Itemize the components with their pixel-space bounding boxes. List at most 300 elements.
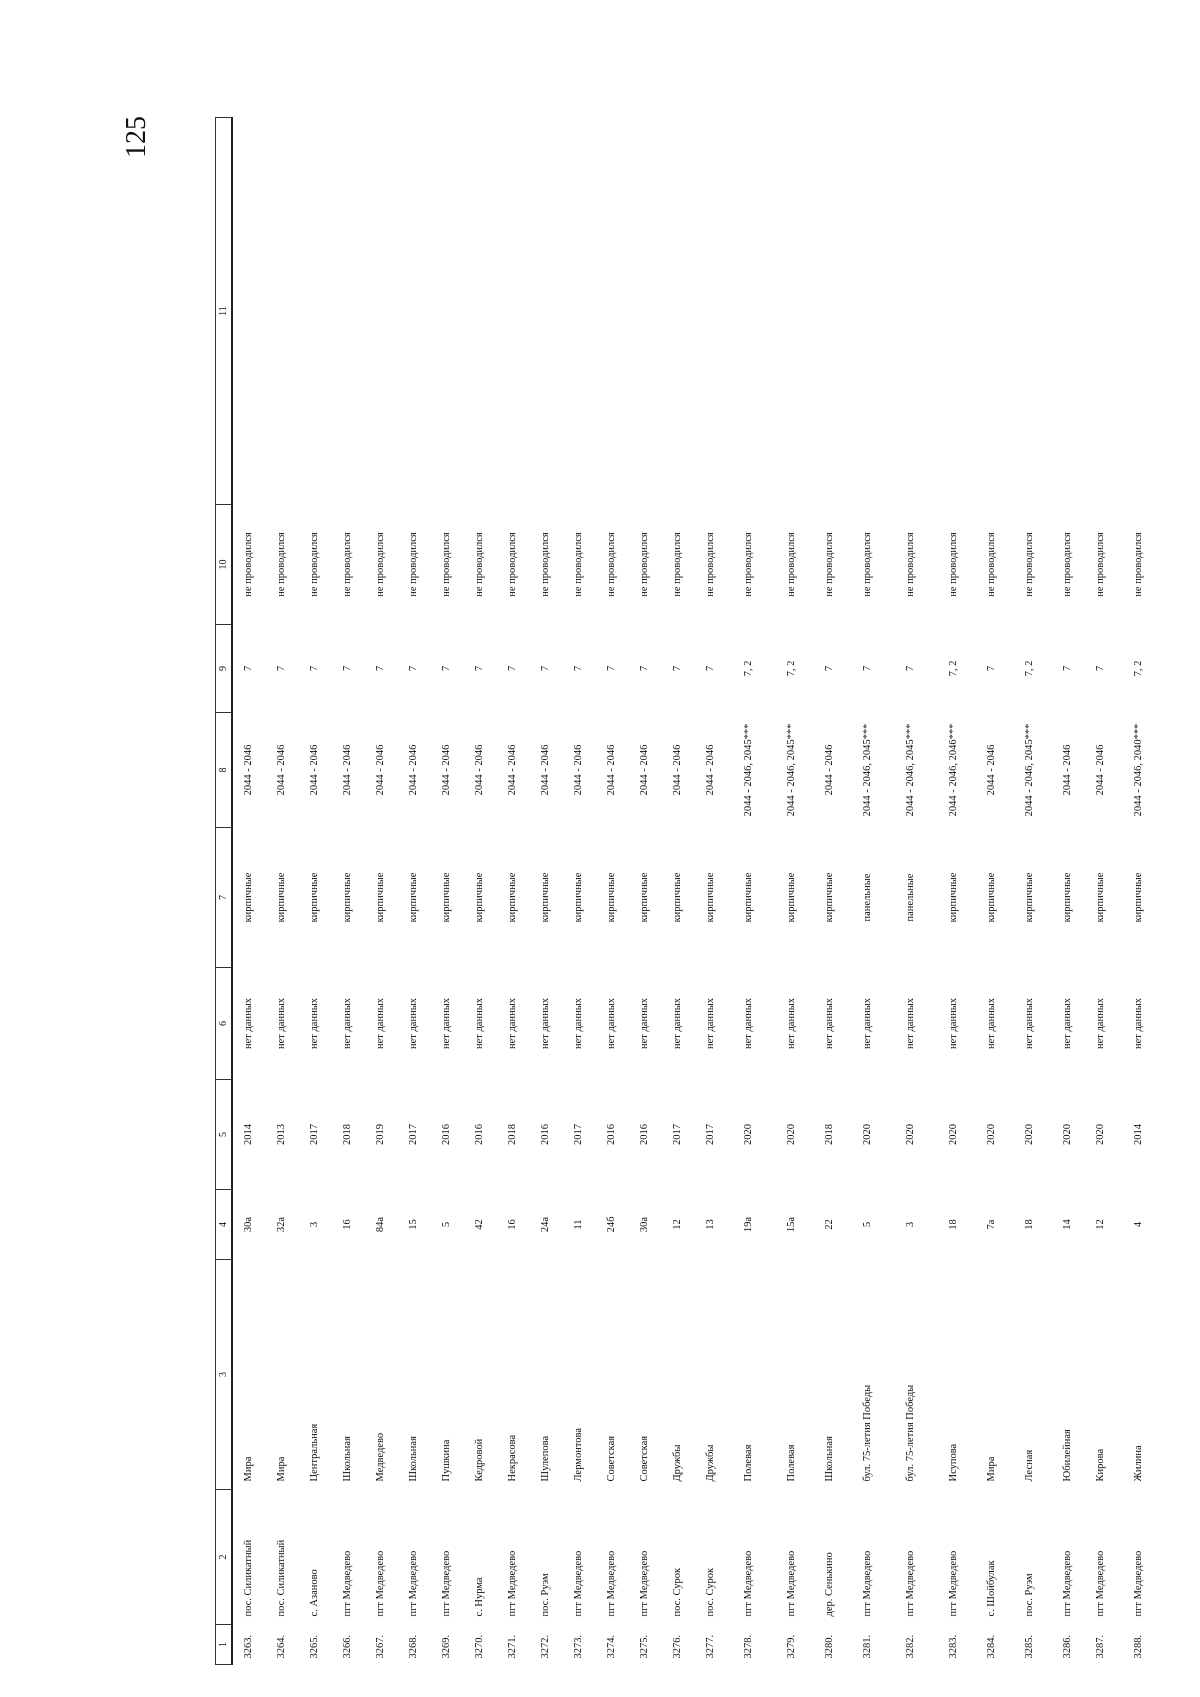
wall-material-cell: кирпичные — [243, 872, 255, 923]
street-cell: Советская — [639, 1435, 651, 1482]
planned-repair-period-cell: 2044 - 2046, 2040*** — [1133, 723, 1145, 817]
wall-material-cell: кирпичные — [824, 872, 836, 923]
street-cell: Пушкина — [441, 1439, 453, 1482]
settlement-cell: пос. Руэм — [1024, 1573, 1036, 1617]
wall-material-info-cell: нет данных — [986, 997, 998, 1050]
wall-material-info-cell: нет данных — [507, 997, 519, 1050]
inspection-status-cell: не проводился — [507, 532, 519, 597]
note-cell — [890, 118, 933, 505]
work-type-cell: 7 — [824, 665, 836, 672]
inspection-status-cell: не проводился — [276, 532, 288, 597]
work-type-cell: 7 — [243, 665, 255, 672]
street-cell: Шулепова — [540, 1435, 552, 1482]
wall-material-info-cell: нет данных — [824, 997, 836, 1050]
house-number-cell: 84а — [375, 1216, 387, 1233]
settlement-cell: с. Азаново — [309, 1569, 321, 1617]
settlement-cell: пгт Медведево — [375, 1550, 387, 1617]
note-cell — [365, 118, 398, 505]
note-cell — [464, 118, 497, 505]
column-header: 1 — [216, 1625, 233, 1665]
house-number-cell: 7а — [986, 1219, 998, 1230]
year-built-cell: 2020 — [862, 1124, 874, 1145]
work-type-cell: 7, 2 — [743, 660, 755, 677]
table-row — [497, 118, 530, 1665]
house-number-cell: 5 — [862, 1221, 874, 1228]
table-row — [1085, 118, 1118, 1665]
wall-material-cell: кирпичные — [375, 872, 387, 923]
note-cell — [398, 118, 431, 505]
work-type-cell: 7, 2 — [786, 660, 798, 677]
year-built-cell: 2016 — [540, 1124, 552, 1145]
column-header: 7 — [216, 828, 233, 968]
wall-material-cell: кирпичные — [507, 872, 519, 923]
planned-repair-period-cell: 2044 - 2046 — [375, 744, 387, 796]
work-type-cell: 7 — [375, 665, 387, 672]
row-number-cell: 3275. — [639, 1634, 651, 1659]
settlement-cell: пгт Медведево — [948, 1550, 960, 1617]
year-built-cell: 2020 — [1024, 1124, 1036, 1145]
work-type-cell: 7 — [606, 665, 618, 672]
year-built-cell: 2017 — [705, 1124, 717, 1145]
settlement-cell: пгт Медведево — [1133, 1550, 1145, 1617]
note-cell — [847, 118, 890, 505]
planned-repair-period-cell: 2044 - 2046, 2046*** — [948, 723, 960, 817]
row-number-cell: 3268. — [408, 1634, 420, 1659]
table-row — [976, 118, 1009, 1665]
settlement-cell: пгт Медведево — [342, 1550, 354, 1617]
row-number-cell: 3285. — [1024, 1634, 1036, 1659]
note-cell — [266, 118, 299, 505]
note-cell — [299, 118, 332, 505]
wall-material-cell: кирпичные — [408, 872, 420, 923]
table-row — [1052, 118, 1085, 1665]
wall-material-info-cell: нет данных — [573, 997, 585, 1050]
work-type-cell: 7, 2 — [1133, 660, 1145, 677]
row-number-cell: 3278. — [743, 1634, 755, 1659]
inspection-status-cell: не проводился — [441, 532, 453, 597]
wall-material-cell: кирпичные — [1133, 872, 1145, 923]
column-header: 6 — [216, 968, 233, 1080]
register-table — [215, 117, 1161, 1665]
inspection-status-cell: не проводился — [1062, 532, 1074, 597]
settlement-cell: пос. Руэм — [540, 1573, 552, 1617]
wall-material-cell: кирпичные — [639, 872, 651, 923]
wall-material-info-cell: нет данных — [441, 997, 453, 1050]
year-built-cell: 2019 — [375, 1124, 387, 1145]
inspection-status-cell: не проводился — [342, 532, 354, 597]
wall-material-cell: кирпичные — [1024, 872, 1036, 923]
work-type-cell: 7 — [342, 665, 354, 672]
column-header: 5 — [216, 1080, 233, 1190]
planned-repair-period-cell: 2044 - 2046 — [705, 744, 717, 796]
work-type-cell: 7 — [540, 665, 552, 672]
settlement-cell: пгт Медведево — [1062, 1550, 1074, 1617]
house-number-cell: 15 — [408, 1219, 420, 1230]
wall-material-info-cell: нет данных — [375, 997, 387, 1050]
inspection-status-cell: не проводился — [573, 532, 585, 597]
header-row — [216, 118, 233, 1665]
house-number-cell: 24б — [606, 1216, 618, 1233]
year-built-cell: 2016 — [606, 1124, 618, 1145]
row-number-cell: 3264. — [276, 1634, 288, 1659]
wall-material-info-cell: нет данных — [905, 997, 917, 1050]
row-number-cell: 3283. — [948, 1634, 960, 1659]
house-number-cell: 4 — [1133, 1221, 1145, 1228]
year-built-cell: 2013 — [276, 1124, 288, 1145]
street-cell: Медведево — [375, 1432, 387, 1482]
table-row — [629, 118, 662, 1665]
planned-repair-period-cell: 2044 - 2046 — [573, 744, 585, 796]
row-number-cell: 3266. — [342, 1634, 354, 1659]
wall-material-info-cell: нет данных — [639, 997, 651, 1050]
work-type-cell: 7 — [986, 665, 998, 672]
wall-material-info-cell: нет данных — [1133, 997, 1145, 1050]
wall-material-info-cell: нет данных — [540, 997, 552, 1050]
settlement-cell: пгт Медведево — [408, 1550, 420, 1617]
inspection-status-cell: не проводился — [824, 532, 836, 597]
wall-material-cell: кирпичные — [1095, 872, 1107, 923]
work-type-cell: 7 — [1095, 665, 1107, 672]
street-cell: Школьная — [408, 1436, 420, 1482]
planned-repair-period-cell: 2044 - 2046 — [441, 744, 453, 796]
inspection-status-cell: не проводился — [948, 532, 960, 597]
table-row — [530, 118, 563, 1665]
table-row — [266, 118, 299, 1665]
inspection-status-cell: не проводился — [1133, 532, 1145, 597]
house-number-cell: 18 — [1024, 1219, 1036, 1230]
house-number-cell: 22 — [824, 1219, 836, 1230]
settlement-cell: пгт Медведево — [507, 1550, 519, 1617]
row-number-cell: 3273. — [573, 1634, 585, 1659]
street-cell: Жилина — [1133, 1445, 1145, 1482]
row-number-cell: 3272. — [540, 1634, 552, 1659]
settlement-cell: пос. Силикатный — [243, 1539, 255, 1617]
planned-repair-period-cell: 2044 - 2046 — [474, 744, 486, 796]
wall-material-cell: кирпичные — [672, 872, 684, 923]
work-type-cell: 7 — [672, 665, 684, 672]
inspection-status-cell: не проводился — [862, 532, 874, 597]
year-built-cell: 2020 — [948, 1124, 960, 1145]
inspection-status-cell: не проводился — [672, 532, 684, 597]
work-type-cell: 7 — [639, 665, 651, 672]
note-cell — [497, 118, 530, 505]
street-cell: бул. 75-летия Победы — [905, 1384, 917, 1482]
planned-repair-period-cell: 2044 - 2046 — [672, 744, 684, 796]
wall-material-cell: кирпичные — [309, 872, 321, 923]
planned-repair-period-cell: 2044 - 2046 — [342, 744, 354, 796]
note-cell — [1009, 118, 1052, 505]
planned-repair-period-cell: 2044 - 2046, 2045*** — [905, 723, 917, 817]
street-cell: Дружбы — [705, 1444, 717, 1482]
work-type-cell: 7 — [507, 665, 519, 672]
house-number-cell: 13 — [705, 1219, 717, 1230]
year-built-cell: 2020 — [1062, 1124, 1074, 1145]
register-table-frame — [215, 118, 1145, 1665]
planned-repair-period-cell: 2044 - 2046 — [1062, 744, 1074, 796]
year-built-cell: 2016 — [441, 1124, 453, 1145]
note-cell — [814, 118, 847, 505]
row-number-cell: 3288. — [1133, 1634, 1145, 1659]
inspection-status-cell: не проводился — [786, 532, 798, 597]
inspection-status-cell: не проводился — [986, 532, 998, 597]
planned-repair-period-cell: 2044 - 2046, 2045*** — [743, 723, 755, 817]
note-cell — [728, 118, 771, 505]
work-type-cell: 7 — [573, 665, 585, 672]
street-cell: Кирова — [1095, 1448, 1107, 1482]
street-cell: Юбилейная — [1062, 1429, 1074, 1482]
street-cell: Советская — [606, 1435, 618, 1482]
planned-repair-period-cell: 2044 - 2046 — [507, 744, 519, 796]
wall-material-info-cell: нет данных — [743, 997, 755, 1050]
house-number-cell: 16 — [507, 1219, 519, 1230]
wall-material-cell: кирпичные — [786, 872, 798, 923]
row-number-cell: 3286. — [1062, 1634, 1074, 1659]
page-number: 125 — [121, 116, 152, 158]
house-number-cell: 15а — [786, 1216, 798, 1233]
settlement-cell: пгт Медведево — [573, 1550, 585, 1617]
planned-repair-period-cell: 2044 - 2046, 2045*** — [786, 723, 798, 817]
work-type-cell: 7 — [441, 665, 453, 672]
table-row — [431, 118, 464, 1665]
table-row — [563, 118, 596, 1665]
table-row — [398, 118, 431, 1665]
table-row — [464, 118, 497, 1665]
planned-repair-period-cell: 2044 - 2046 — [639, 744, 651, 796]
house-number-cell: 12 — [1095, 1219, 1107, 1230]
work-type-cell: 7 — [276, 665, 288, 672]
table-row — [365, 118, 398, 1665]
inspection-status-cell: не проводился — [1024, 532, 1036, 597]
inspection-status-cell: не проводился — [606, 532, 618, 597]
inspection-status-cell: не проводился — [243, 532, 255, 597]
row-number-cell: 3282. — [905, 1634, 917, 1659]
wall-material-cell: панельные — [905, 873, 917, 922]
row-number-cell: 3277. — [705, 1634, 717, 1659]
register-table-body — [232, 118, 1161, 1665]
wall-material-info-cell: нет данных — [276, 997, 288, 1050]
row-number-cell: 3274. — [606, 1634, 618, 1659]
row-number-cell: 3271. — [507, 1634, 519, 1659]
wall-material-info-cell: нет данных — [408, 997, 420, 1050]
street-cell: Полевая — [743, 1444, 755, 1482]
note-cell — [530, 118, 563, 505]
street-cell: Школьная — [824, 1436, 836, 1482]
settlement-cell: пгт Медведево — [441, 1550, 453, 1617]
note-cell — [431, 118, 464, 505]
note-cell — [662, 118, 695, 505]
planned-repair-period-cell: 2044 - 2046 — [606, 744, 618, 796]
wall-material-cell: кирпичные — [474, 872, 486, 923]
row-number-cell: 3265. — [309, 1634, 321, 1659]
settlement-cell: пос. Сурок — [705, 1567, 717, 1617]
inspection-status-cell: не проводился — [639, 532, 651, 597]
table-row — [814, 118, 847, 1665]
planned-repair-period-cell: 2044 - 2046 — [309, 744, 321, 796]
row-number-cell: 3279. — [786, 1634, 798, 1659]
house-number-cell: 3 — [905, 1221, 917, 1228]
street-cell: Школьная — [342, 1436, 354, 1482]
street-cell: Мира — [276, 1456, 288, 1482]
planned-repair-period-cell: 2044 - 2046 — [243, 744, 255, 796]
settlement-cell: пос. Силикатный — [276, 1539, 288, 1617]
house-number-cell: 12 — [672, 1219, 684, 1230]
work-type-cell: 7, 2 — [1024, 660, 1036, 677]
work-type-cell: 7 — [862, 665, 874, 672]
column-header: 3 — [216, 1260, 233, 1490]
table-row — [1118, 118, 1161, 1665]
note-cell — [563, 118, 596, 505]
inspection-status-cell: не проводился — [743, 532, 755, 597]
work-type-cell: 7 — [1062, 665, 1074, 672]
settlement-cell: пгт Медведево — [905, 1550, 917, 1617]
year-built-cell: 2017 — [573, 1124, 585, 1145]
note-cell — [596, 118, 629, 505]
wall-material-cell: кирпичные — [705, 872, 717, 923]
wall-material-info-cell: нет данных — [243, 997, 255, 1050]
settlement-cell: пгт Медведево — [639, 1550, 651, 1617]
wall-material-info-cell: нет данных — [342, 997, 354, 1050]
row-number-cell: 3269. — [441, 1634, 453, 1659]
year-built-cell: 2017 — [408, 1124, 420, 1145]
wall-material-info-cell: нет данных — [786, 997, 798, 1050]
planned-repair-period-cell: 2044 - 2046, 2045*** — [862, 723, 874, 817]
note-cell — [232, 118, 266, 505]
wall-material-info-cell: нет данных — [606, 997, 618, 1050]
year-built-cell: 2016 — [639, 1124, 651, 1145]
inspection-status-cell: не проводился — [375, 532, 387, 597]
note-cell — [771, 118, 814, 505]
table-row — [662, 118, 695, 1665]
house-number-cell: 32а — [276, 1216, 288, 1233]
table-row — [933, 118, 976, 1665]
settlement-cell: пгт Медведево — [862, 1550, 874, 1617]
planned-repair-period-cell: 2044 - 2046 — [408, 744, 420, 796]
inspection-status-cell: не проводился — [540, 532, 552, 597]
table-row — [299, 118, 332, 1665]
settlement-cell: дер. Сенькино — [824, 1552, 836, 1617]
row-number-cell: 3270. — [474, 1634, 486, 1659]
row-number-cell: 3281. — [862, 1634, 874, 1659]
street-cell: Мира — [986, 1456, 998, 1482]
table-row — [890, 118, 933, 1665]
work-type-cell: 7 — [474, 665, 486, 672]
settlement-cell: пгт Медведево — [1095, 1550, 1107, 1617]
wall-material-cell: кирпичные — [540, 872, 552, 923]
wall-material-cell: кирпичные — [441, 872, 453, 923]
street-cell: Лесная — [1024, 1449, 1036, 1482]
wall-material-info-cell: нет данных — [1024, 997, 1036, 1050]
wall-material-info-cell: нет данных — [309, 997, 321, 1050]
street-cell: Исупова — [948, 1443, 960, 1482]
wall-material-info-cell: нет данных — [705, 997, 717, 1050]
wall-material-cell: панельные — [862, 873, 874, 922]
table-row — [596, 118, 629, 1665]
note-cell — [332, 118, 365, 505]
settlement-cell: с. Нурма — [474, 1577, 486, 1617]
row-number-cell: 3263. — [243, 1634, 255, 1659]
note-cell — [976, 118, 1009, 505]
year-built-cell: 2020 — [986, 1124, 998, 1145]
inspection-status-cell: не проводился — [309, 532, 321, 597]
column-header: 11 — [216, 118, 233, 505]
table-row — [771, 118, 814, 1665]
wall-material-cell: кирпичные — [743, 872, 755, 923]
house-number-cell: 5 — [441, 1221, 453, 1228]
house-number-cell: 24а — [540, 1216, 552, 1233]
street-cell: Лермонтова — [573, 1428, 585, 1482]
year-built-cell: 2020 — [786, 1124, 798, 1145]
street-cell: Центральная — [309, 1423, 321, 1482]
year-built-cell: 2018 — [507, 1124, 519, 1145]
column-header: 10 — [216, 505, 233, 625]
wall-material-info-cell: нет данных — [862, 997, 874, 1050]
note-cell — [1052, 118, 1085, 505]
street-cell: Полевая — [786, 1444, 798, 1482]
settlement-cell: пгт Медведево — [743, 1550, 755, 1617]
wall-material-cell: кирпичные — [1062, 872, 1074, 923]
inspection-status-cell: не проводился — [474, 532, 486, 597]
wall-material-cell: кирпичные — [948, 872, 960, 923]
work-type-cell: 7 — [408, 665, 420, 672]
column-header: 2 — [216, 1490, 233, 1625]
planned-repair-period-cell: 2044 - 2046, 2045*** — [1024, 723, 1036, 817]
wall-material-info-cell: нет данных — [948, 997, 960, 1050]
house-number-cell: 42 — [474, 1219, 486, 1230]
wall-material-info-cell: нет данных — [672, 997, 684, 1050]
year-built-cell: 2020 — [905, 1124, 917, 1145]
work-type-cell: 7 — [309, 665, 321, 672]
house-number-cell: 14 — [1062, 1219, 1074, 1230]
street-cell: Некрасова — [507, 1434, 519, 1482]
wall-material-info-cell: нет данных — [1062, 997, 1074, 1050]
settlement-cell: пос. Сурок — [672, 1567, 684, 1617]
wall-material-cell: кирпичные — [276, 872, 288, 923]
year-built-cell: 2020 — [743, 1124, 755, 1145]
street-cell: Мира — [243, 1456, 255, 1482]
table-row — [695, 118, 728, 1665]
planned-repair-period-cell: 2044 - 2046 — [1095, 744, 1107, 796]
note-cell — [1085, 118, 1118, 505]
house-number-cell: 18 — [948, 1219, 960, 1230]
wall-material-cell: кирпичные — [606, 872, 618, 923]
work-type-cell: 7, 2 — [948, 660, 960, 677]
row-number-cell: 3280. — [824, 1634, 836, 1659]
house-number-cell: 11 — [573, 1219, 585, 1230]
year-built-cell: 2018 — [824, 1124, 836, 1145]
year-built-cell: 2016 — [474, 1124, 486, 1145]
inspection-status-cell: не проводился — [705, 532, 717, 597]
inspection-status-cell: не проводился — [905, 532, 917, 597]
settlement-cell: пгт Медведево — [786, 1550, 798, 1617]
year-built-cell: 2020 — [1095, 1124, 1107, 1145]
table-row — [232, 118, 266, 1665]
table-row — [728, 118, 771, 1665]
work-type-cell: 7 — [905, 665, 917, 672]
wall-material-info-cell: нет данных — [1095, 997, 1107, 1050]
inspection-status-cell: не проводился — [408, 532, 420, 597]
year-built-cell: 2014 — [1133, 1124, 1145, 1145]
house-number-cell: 3 — [309, 1221, 321, 1228]
row-number-cell: 3284. — [986, 1634, 998, 1659]
house-number-cell: 16 — [342, 1219, 354, 1230]
year-built-cell: 2014 — [243, 1124, 255, 1145]
street-cell: Кедровой — [474, 1438, 486, 1482]
note-cell — [629, 118, 662, 505]
column-header: 9 — [216, 625, 233, 713]
year-built-cell: 2018 — [342, 1124, 354, 1145]
wall-material-info-cell: нет данных — [474, 997, 486, 1050]
row-number-cell: 3287. — [1095, 1634, 1107, 1659]
